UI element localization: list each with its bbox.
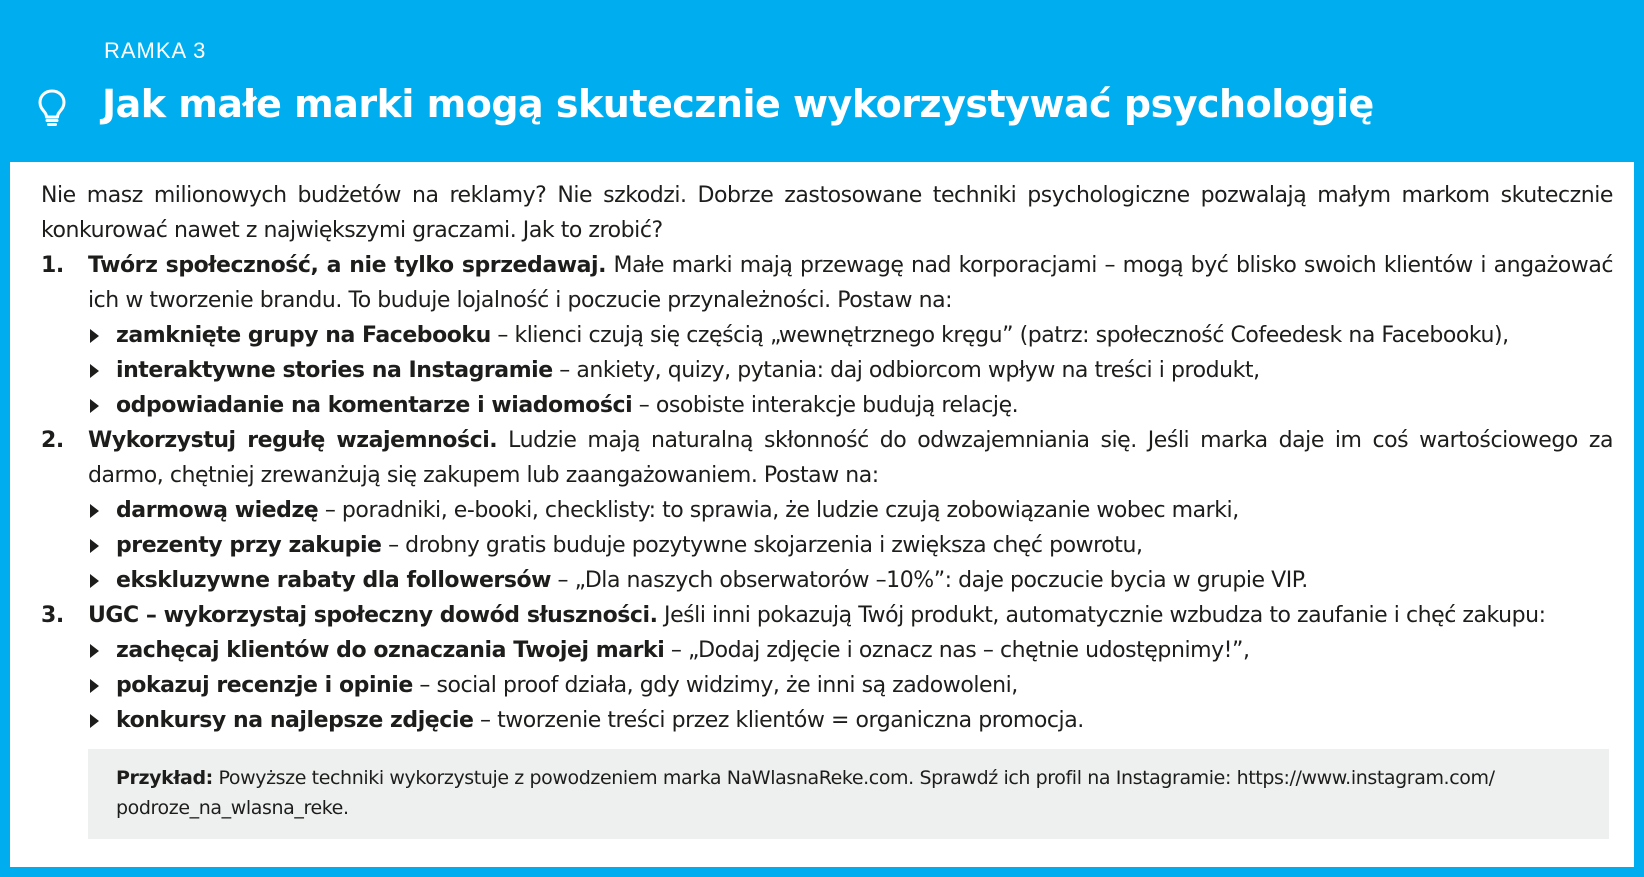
list-item — [41, 248, 1613, 423]
step-paragraph — [88, 248, 1613, 318]
bullet-list — [88, 633, 1613, 738]
step-number: 3. — [41, 603, 64, 628]
step-paragraph — [88, 598, 1613, 633]
bullet-item — [88, 703, 1613, 738]
step-number: 1. — [41, 253, 64, 278]
step-heading: UGC – wykorzystaj społeczny dowód słuszności. — [88, 603, 658, 628]
bullet-text: – tworzenie treści przez klientów = organiczna promocja. — [473, 708, 1084, 733]
bullet-text: – osobiste interakcje budują relację. — [632, 393, 1019, 418]
content-panel — [10, 162, 1634, 867]
example-box — [88, 749, 1609, 839]
bullet-item — [88, 528, 1613, 563]
bullet-bold: interaktywne stories na Instagramie — [116, 358, 553, 383]
example-text: Powyższe techniki wykorzystuje z powodzeniem marka NaWlasnaReke.com. Sprawdź ich profil na Instagramie: https://www.instagram.com/ podroze_na_wlasna_reke. — [116, 767, 1495, 819]
bullet-item — [88, 318, 1613, 353]
bullet-text: – klienci czują się częścią „wewnętrznego kręgu” (patrz: społeczność Cofeedesk na Facebooku), — [490, 323, 1509, 348]
list-item — [41, 423, 1613, 598]
content-body — [41, 178, 1613, 738]
steps-list — [41, 248, 1613, 738]
step-heading: Twórz społeczność, a nie tylko sprzedawaj. — [88, 253, 606, 278]
triangle-bullet-icon — [90, 399, 99, 413]
bullet-bold: darmową wiedzę — [116, 498, 319, 523]
box-label: RAMKA 3 — [104, 38, 207, 63]
intro-paragraph: Nie masz milionowych budżetów na reklamy? Nie szkodzi. Dobrze zastosowane techniki psychologiczne pozwalają małym markom skutecznie konkurować nawet z największymi graczami. Jak to zrobić? — [41, 183, 1613, 243]
triangle-bullet-icon — [90, 679, 99, 693]
step-text: Małe marki mają przewagę nad korporacjami – mogą być blisko swoich klientów i angażować ich w tworzenie brandu. To buduje lojalność i poczucie przynależności. Postaw na: — [88, 253, 1613, 313]
bullet-item — [88, 493, 1613, 528]
example-label: Przykład: — [116, 767, 213, 789]
step-paragraph — [88, 423, 1613, 493]
bullet-bold: zachęcaj klientów do oznaczania Twojej marki — [116, 638, 665, 663]
bullet-item — [88, 563, 1613, 598]
bullet-bold: ekskluzywne rabaty dla followersów — [116, 568, 552, 593]
bullet-text: – poradniki, e-booki, checklisty: to sprawia, że ludzie czują zobowiązanie wobec marki, — [318, 498, 1239, 523]
box-header — [0, 0, 1644, 162]
bullet-text: – drobny gratis buduje pozytywne skojarzenia i zwiększa chęć powrotu, — [381, 533, 1143, 558]
triangle-bullet-icon — [90, 644, 99, 658]
bullet-bold: pokazuj recenzje i opinie — [116, 673, 413, 698]
triangle-bullet-icon — [90, 574, 99, 588]
lightbulb-icon — [36, 88, 68, 128]
triangle-bullet-icon — [90, 504, 99, 518]
triangle-bullet-icon — [90, 364, 99, 378]
triangle-bullet-icon — [90, 539, 99, 553]
box-title: Jak małe marki mogą skutecznie wykorzystywać psychologię — [102, 82, 1374, 126]
bullet-item — [88, 353, 1613, 388]
bullet-text: – social proof działa, gdy widzimy, że inni są zadowoleni, — [412, 673, 1018, 698]
bullet-text: – „Dodaj zdjęcie i oznacz nas – chętnie udostępnimy!”, — [664, 638, 1250, 663]
triangle-bullet-icon — [90, 329, 99, 343]
bullet-list — [88, 493, 1613, 598]
list-item — [41, 598, 1613, 738]
bullet-item — [88, 633, 1613, 668]
triangle-bullet-icon — [90, 714, 99, 728]
bullet-item — [88, 668, 1613, 703]
bullet-bold: prezenty przy zakupie — [116, 533, 382, 558]
step-text: Ludzie mają naturalną skłonność do odwzajemniania się. Jeśli marka daje im coś wartościowego za darmo, chętniej zrewanżują się zakupem lub zaangażowaniem. Postaw na: — [88, 428, 1613, 488]
bullet-list — [88, 318, 1613, 423]
bullet-bold: konkursy na najlepsze zdjęcie — [116, 708, 474, 733]
step-text: Jeśli inni pokazują Twój produkt, automatycznie wzbudza to zaufanie i chęć zakupu: — [657, 603, 1546, 628]
step-heading: Wykorzystuj regułę wzajemności. — [88, 428, 498, 453]
bullet-text: – ankiety, quizy, pytania: daj odbiorcom wpływ na treści i produkt, — [552, 358, 1260, 383]
step-number: 2. — [41, 428, 64, 453]
bullet-bold: zamknięte grupy na Facebooku — [116, 323, 491, 348]
bullet-text: – „Dla naszych obserwatorów –10%”: daje poczucie bycia w grupie VIP. — [551, 568, 1308, 593]
bullet-bold: odpowiadanie na komentarze i wiadomości — [116, 393, 633, 418]
bullet-item — [88, 388, 1613, 423]
